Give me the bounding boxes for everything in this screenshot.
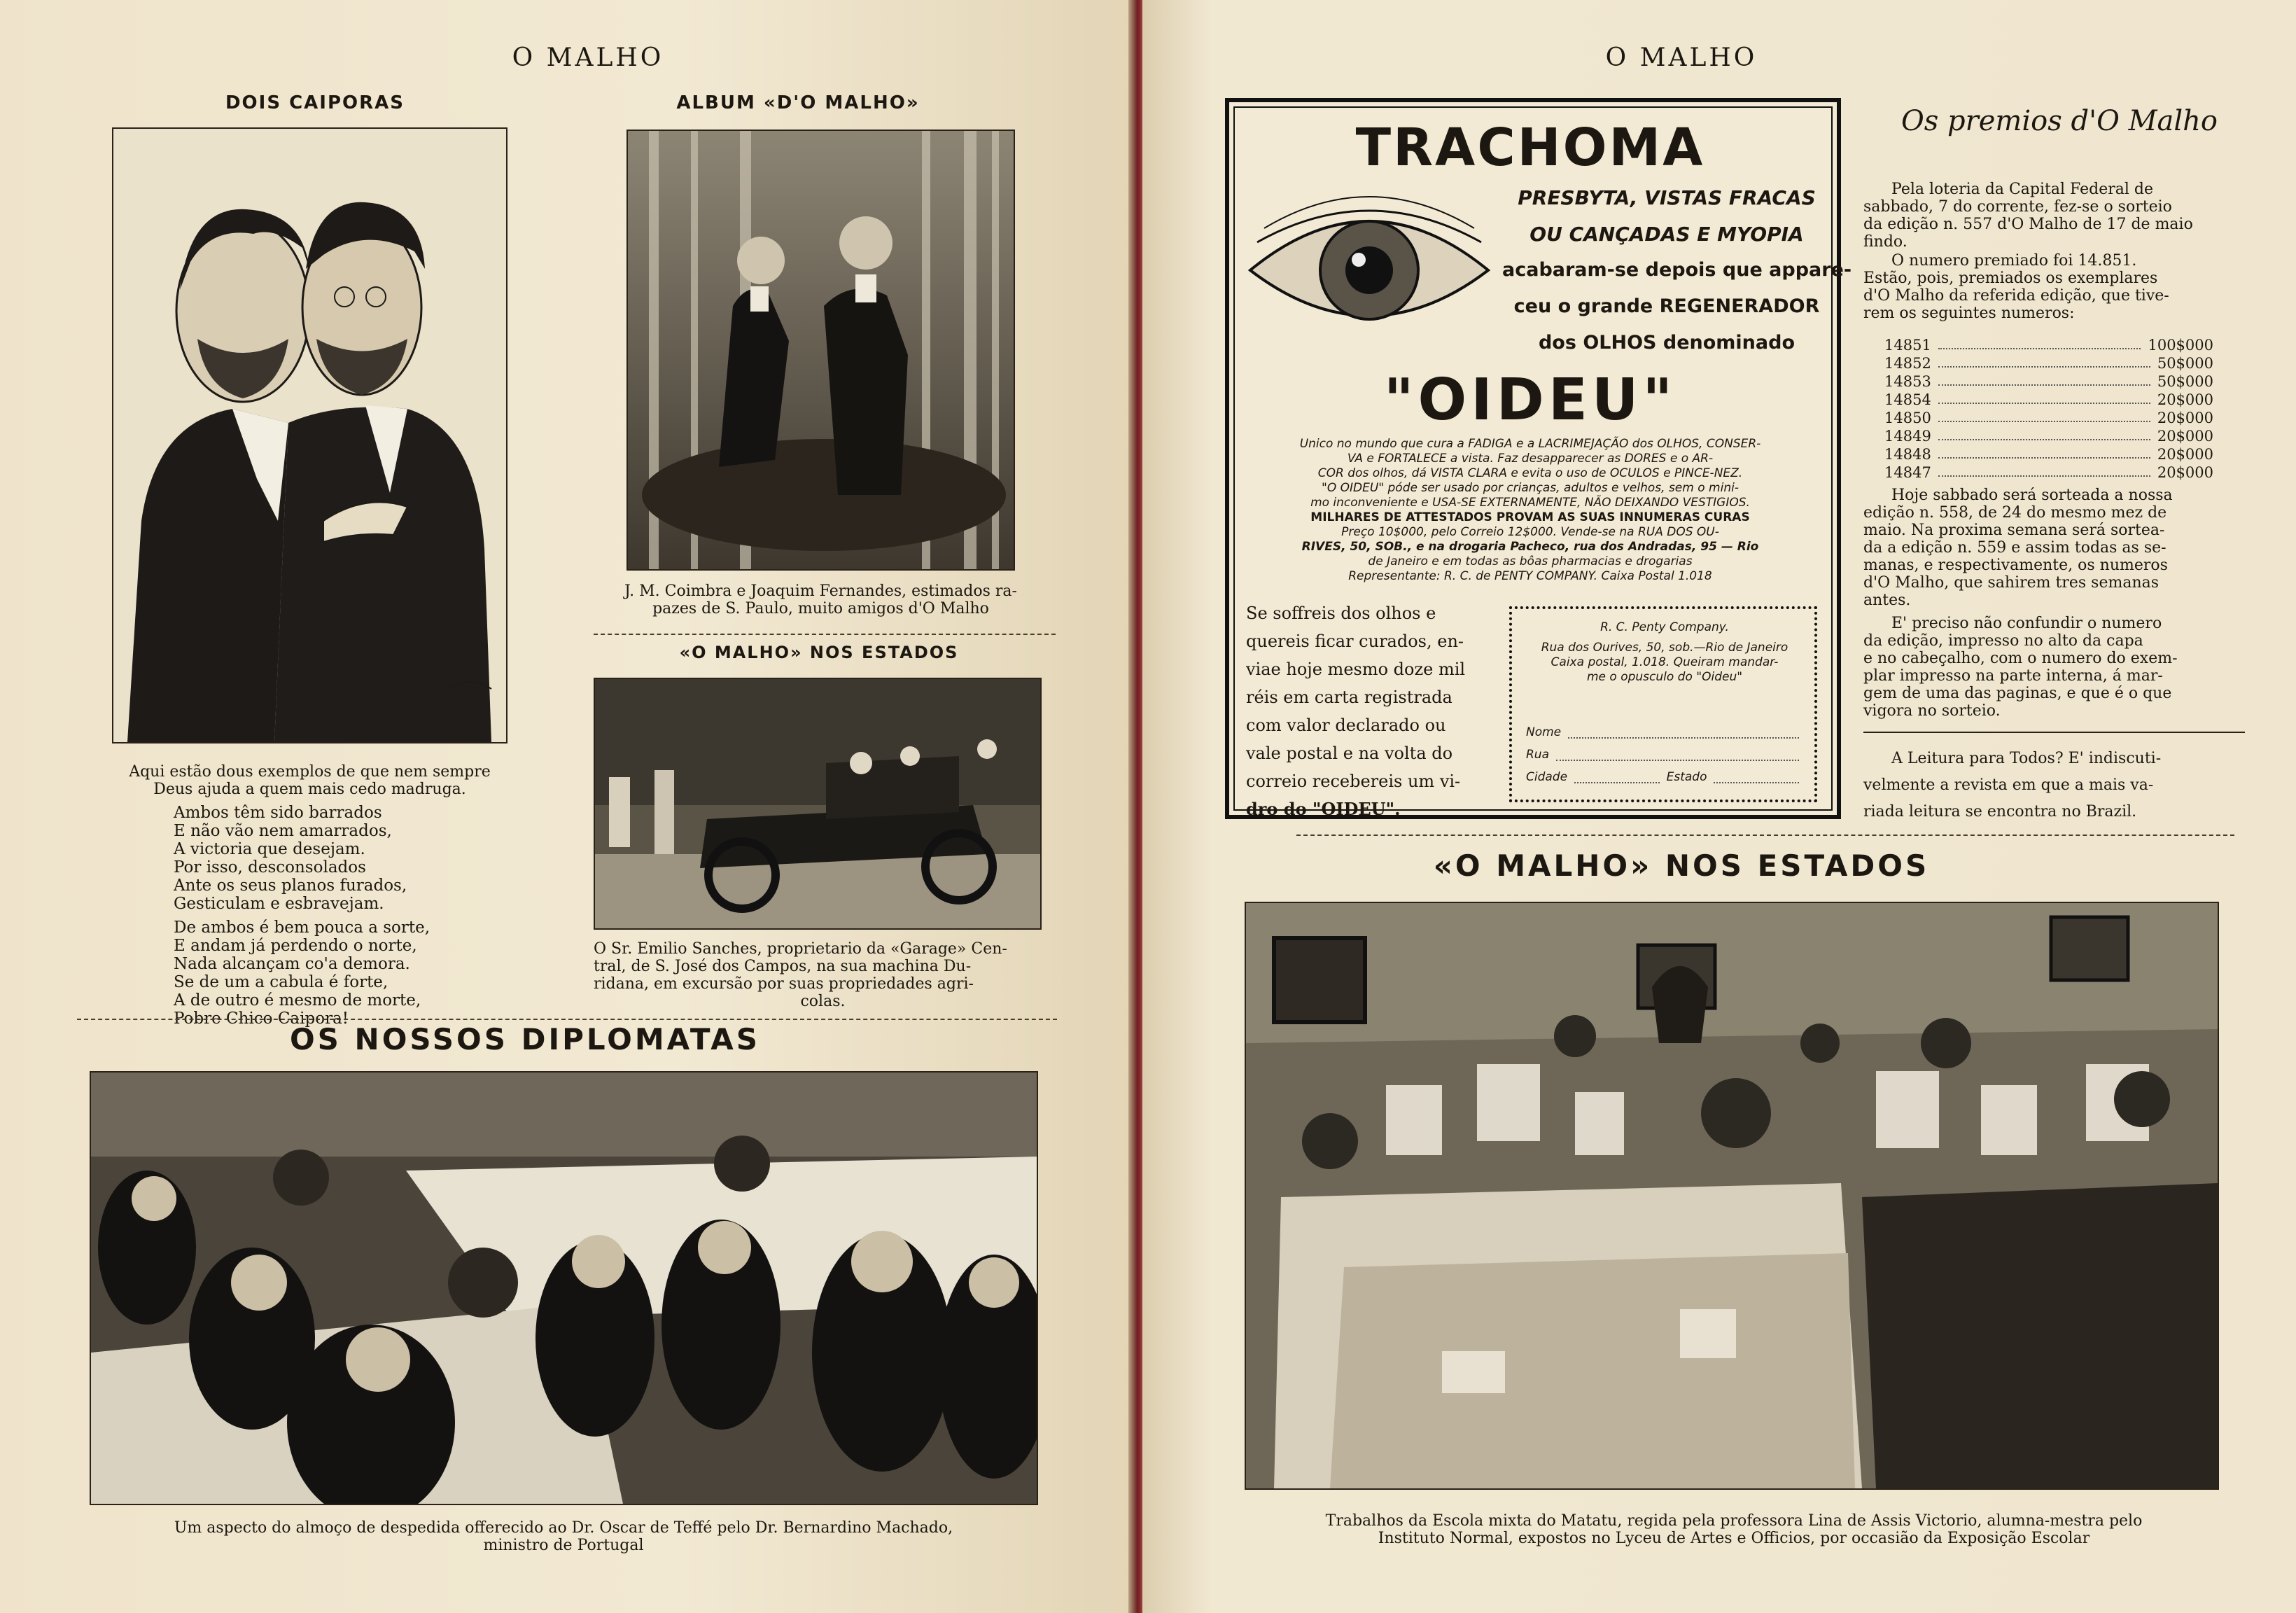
- premios-para4: E' preciso não confundir o numero da edição, impresso no alto da capa e no cabeçalho, com o numero do exem- plar impresso na parte interna, á mar- gem de uma das paginas, e que é o que vigora no sorteio.: [1863, 615, 2178, 720]
- right-running-head: O MALHO: [1605, 43, 1758, 72]
- car-caption: O Sr. Emilio Sanches, proprietario da «Garage» Cen- tral, de S. José dos Campos, na sua machina Du- ridana, em excursão por suas propriedades agri- colas.: [594, 940, 1007, 1010]
- caricature-caption: Aqui estão dous exemplos de que nem sempre Deus ajuda a quem mais cedo madruga.: [129, 763, 491, 798]
- school-exhibit-photo: [1245, 902, 2219, 1490]
- left-running-head: O MALHO: [512, 43, 664, 72]
- divider: [1863, 732, 2245, 733]
- poem-line: E não vão nem amarrados,: [174, 822, 392, 840]
- poem-line: De ambos é bem pouca a sorte,: [174, 919, 430, 937]
- prize-row: 14852 50$000: [1884, 355, 2213, 372]
- coupon-field-estado: Estado: [1666, 770, 1707, 784]
- album-photo-image: [628, 131, 1014, 569]
- prize-row: 14853 50$000: [1884, 373, 2213, 390]
- prize-table: [1884, 336, 2213, 482]
- diplomatas-title: OS NOSSOS DIPLOMATAS: [289, 1022, 761, 1056]
- car-photo: [594, 678, 1042, 930]
- coupon-head: R. C. Penty Company.: [1600, 620, 1729, 634]
- caricature-poem: [174, 804, 496, 1028]
- coupon-field-nome: Nome: [1526, 725, 1562, 739]
- ad-side-text: Se soffreis dos olhos e quereis ficar curados, en- viae hoje mesmo doze mil réis em carta registrada com valor declarado ou vale postal e na volta do correio recebereis um vi- dro do "OIDEU".: [1246, 603, 1466, 819]
- album-caption: J. M. Coimbra e Joaquim Fernandes, estimados ra- pazes de S. Paulo, muito amigos d'O Malho: [624, 582, 1017, 617]
- banquet-photo: [90, 1071, 1038, 1505]
- coupon-field-rua: Rua: [1526, 748, 1550, 762]
- poem-line: Ante os seus planos furados,: [174, 877, 407, 895]
- caricature-illustration: [112, 127, 507, 743]
- estados-car-title: «O MALHO» NOS ESTADOS: [679, 643, 959, 662]
- prize-row: 14850 20$000: [1884, 410, 2213, 426]
- premios-para3: Hoje sabbado será sorteada a nossa edição n. 558, de 24 do mesmo mez de maio. Na proxima semana será sortea- da a edição n. 559 e assim todas as se- manas, e respectivamente, os numeros d'O Malho, que sahirem tres semanas antes.: [1863, 487, 2173, 609]
- school-exhibit-image: [1246, 903, 2218, 1488]
- order-coupon: R. C. Penty Company. Rua dos Ourives, 50, sob.—Rio de Janeiro Caixa postal, 1.018. Queiram mandar- me o opusculo do "Oideu" Nome Rua Cidade Estado: [1509, 606, 1817, 802]
- divider: [594, 634, 1056, 635]
- premios-title: Os premios d'O Malho: [1900, 105, 2218, 137]
- premios-para2: O numero premiado foi 14.851. Estão, pois, premiados os exemplares d'O Malho da referida edição, que tive- rem os seguintes numeros:: [1863, 252, 2169, 322]
- album-title: ALBUM «D'O MALHO»: [676, 92, 920, 113]
- prize-row: 14854 20$000: [1884, 391, 2213, 408]
- prize-row: 14849 20$000: [1884, 428, 2213, 445]
- prize-row: 14847 20$000: [1884, 464, 2213, 481]
- estados-school-title: «O MALHO» NOS ESTADOS: [1433, 849, 1930, 883]
- banquet-photo-image: [91, 1073, 1037, 1504]
- leitura-note: A Leitura para Todos? E' indiscuti- velmente a revista em que a mais va- riada leitura se encontra no Brazil.: [1863, 750, 2162, 821]
- prize-row: 14848 20$000: [1884, 446, 2213, 463]
- car-photo-image: [595, 679, 1040, 928]
- caricature-drawing: [113, 129, 506, 742]
- caricature-title: DOIS CAIPORAS: [225, 92, 405, 113]
- poem-line: Se de um a cabula é forte,: [174, 973, 388, 991]
- divider: [1296, 835, 2234, 836]
- premios-para1: Pela loteria da Capital Federal de sabbado, 7 do corrente, fez-se o sorteio da edição n. 557 d'O Malho de 17 de maio findo.: [1863, 181, 2193, 251]
- poem-line: Gesticulam e esbravejam.: [174, 895, 384, 913]
- coupon-field-cidade: Cidade: [1526, 770, 1568, 784]
- poem-line: Por isso, desconsolados: [174, 858, 366, 877]
- ad-title: TRACHOMA: [1355, 118, 1705, 178]
- poem-line: Ambos têm sido barrados: [174, 804, 382, 822]
- poem-line: A victoria que desejam.: [174, 840, 365, 858]
- poem-line: Nada alcançam co'a demora.: [174, 955, 410, 973]
- ad-body: Unico no mundo que cura a FADIGA e a LACRIMEJAÇÃO dos OLHOS, CONSER- VA e FORTALECE a vista. Faz desapparecer as DORES e o AR- COR dos olhos, dá VISTA CLARA e evita o uso de OCULOS e PINCE-NEZ. "O OIDEU" póde ser usado por crianças, adultos e velhos, sem o mini- mo inconveniente e USA-SE EXTERNAMENTE, NÃO DEIXANDO VESTIGIOS. MILHARES DE ATTESTADOS PROVAM AS SUAS INNUMERAS CURAS Preço 10$000, pelo Correio 12$000. Vende-se na RUA DOS OU- RIVES, 50, SOB., e na drogaria Pacheco, rua dos Andradas, 95 — Rio de Janeiro e em todas as bôas pharmacias e drogarias Representante: R. C. de PENTY COMPANY. Caixa Postal 1.018: [1299, 437, 1761, 583]
- album-photo: [626, 130, 1015, 571]
- prize-row: 14851 100$000: [1884, 337, 2213, 354]
- trachoma-advertisement: TRACHOMA PRESBYTA, VISTAS FRACAS OU CANÇADAS E MYOPIA acabaram-se depois que appare- ceu o grande REGENERADOR dos OLHOS denominado "OIDEU" Unico no mundo que cura a FADIGA e a LACRIMEJAÇÃO dos OLHOS, CONSER- VA e FORTALECE a vista. Faz desapparecer as DORES e o AR- COR dos olhos, dá VISTA CLARA e evita o uso de OCULOS e PINCE-NEZ. "O OIDEU" póde ser usado por crianças, adultos e velhos, sem o mini- mo inconveniente e USA-SE EXTERNAMENTE, NÃO DEIXANDO VESTIGIOS. MILHARES DE ATTESTADOS PROVAM AS SUAS INNUMERAS CURAS Preço 10$000, pelo Correio 12$000. Vende-se na RUA DOS OU- RIVES, 50, SOB., e na drogaria Pacheco, rua dos Andradas, 95 — Rio de Janeiro e em todas as bôas pharmacias e drogarias Representante: R. C. de PENTY COMPANY. Caixa Postal 1.018 Se soffreis dos olhos e quereis ficar curados, en- viae hoje mesmo doze mil réis em carta registrada com valor declarado ou vale postal e na volta do correio recebereis um vi- dro do "OIDEU". R. C. Penty Company. Rua dos Ourives, 50, sob.—Rio de Janeiro Caixa postal, 1.018. Queiram mandar- me o opusculo do "Oideu" Nome Rua Cidade Estado: [1225, 98, 1841, 819]
- poem-line: Pobre Chico Caipora!: [174, 1010, 349, 1028]
- poem-line: E andam já perdendo o norte,: [174, 937, 417, 955]
- divider: [77, 1019, 1057, 1020]
- poem-line: A de outro é mesmo de morte,: [174, 991, 421, 1010]
- ad-product-name: "OIDEU": [1383, 367, 1677, 433]
- right-page: [1142, 0, 2296, 1613]
- school-exhibit-caption: Trabalhos da Escola mixta do Matatu, regida pela professora Lina de Assis Victorio, alumna-mestra pelo Instituto Normal, expostos no Lyceu de Artes e Officios, por occasião da Exposição Escolar: [1325, 1512, 2143, 1547]
- left-page: [0, 0, 1134, 1613]
- eye-icon: [1243, 186, 1495, 354]
- banquet-caption: Um aspecto do almoço de despedida offerecido ao Dr. Oscar de Teffé pelo Dr. Bernardino Machado, ministro de Portugal: [174, 1519, 953, 1554]
